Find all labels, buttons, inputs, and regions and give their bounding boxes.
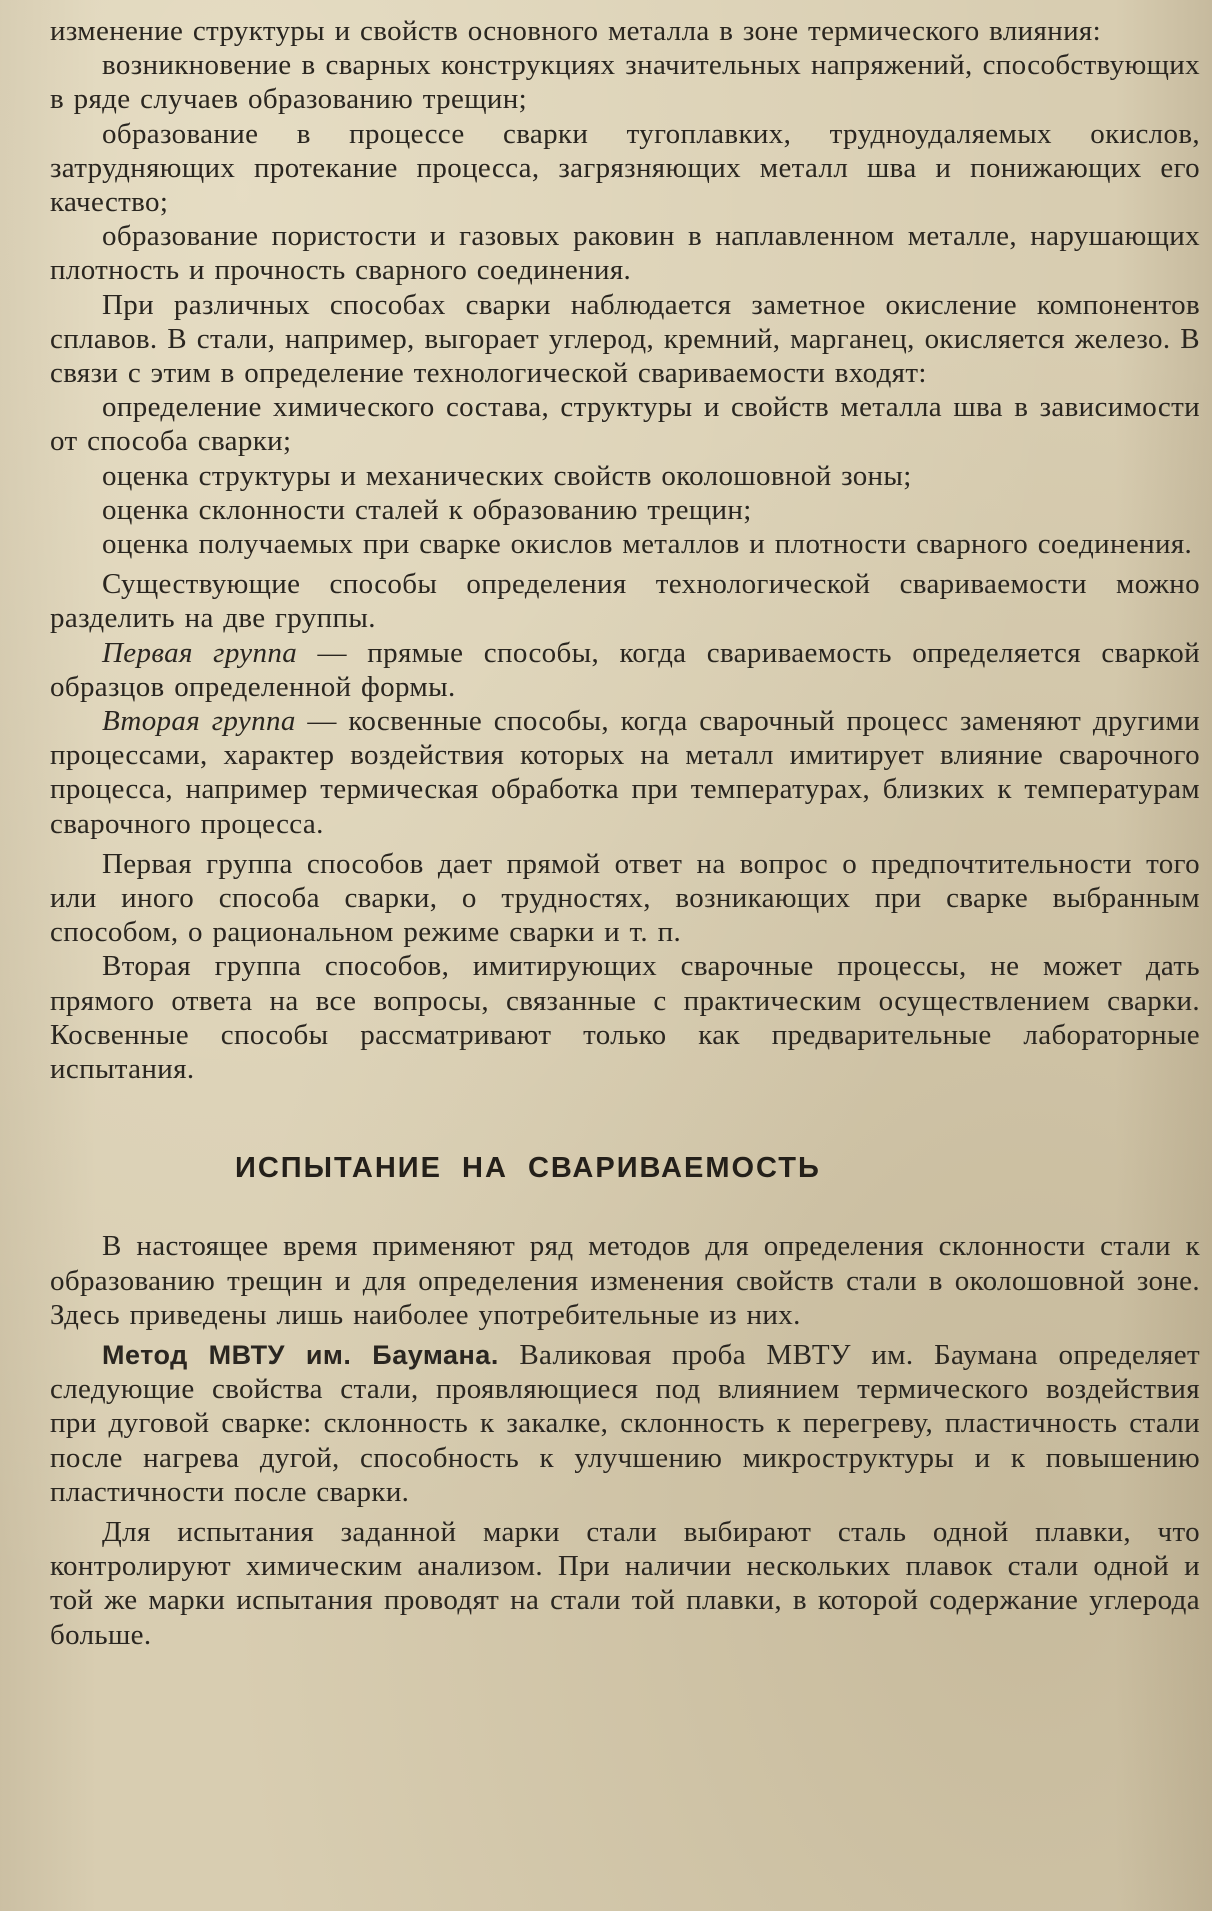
paragraph-second-group-answer: Вторая группа способов, имитирующих сварочные процессы, не может дать прямого ответа на все вопросы, связанные с практическим осуществлением сварки. Косвенные способы рассматривают только как предварительные лабораторные испытания. — [50, 950, 1200, 1086]
paragraph-heat-zone-assessment: оценка структуры и механических свойств околошовной зоны; — [102, 459, 912, 492]
second-group-text: — косвенные способы, когда сварочный процесс заменяют другими процессами, характер воздействия которых на металл имитирует влияние сварочного процесса, например термическая обработка при температурах, близких к температурам сварочного процесса. — [50, 705, 1200, 840]
paragraph-crack-assessment: оценка склонности сталей к образованию трещин; — [102, 493, 752, 526]
paragraph-oxides: образование в процессе сварки тугоплавких, трудноудаляемых окислов, затрудняющих протекание процесса, загрязняющих металл шва и понижающих его качество; — [50, 117, 1200, 219]
paragraph-section-intro: В настоящее время применяют ряд методов для определения склонности стали к образованию трещин и для определения изменения свойств стали в околошовной зоне. Здесь приведены лишь наиболее употребительные из них. — [50, 1230, 1200, 1331]
paragraph-oxide-assessment: оценка получаемых при сварке окислов металлов и плотности сварного соединения. — [102, 528, 1193, 561]
paragraph-first-group-answer: Первая группа способов дает прямой ответ на вопрос о предпочтительности того или иного способа сварки, о трудностях, возникающих при сварке выбранным способом, о рациональном режиме сварки и т. п. — [50, 847, 1200, 949]
mvtu-method-title: Метод МВТУ им. Баумана. — [102, 1339, 499, 1370]
paragraph-porosity: образование пористости и газовых раковин в наплавленном металле, нарушающих плотность и прочность сварного соединения. — [50, 220, 1200, 287]
paragraph-second-group — [50, 704, 1200, 841]
paragraph-oxidation: При различных способах сварки наблюдается заметное окисление компонентов сплавов. В стали, например, выгорает углерод, кремний, марганец, окисляется железо. В связи с этим в определение технологической свариваемости входят: — [50, 288, 1200, 390]
first-group-text: — прямые способы, когда свариваемость определяется сваркой образцов определенной формы. — [50, 636, 1200, 703]
mvtu-method-text: Валиковая проба МВТУ им. Баумана определяет следующие свойства стали, проявляющиеся под влиянием термического воздействия при дуговой сварке: склонность к закалке, склонность к перегреву, пластичность стали после нагрева дугой, способность к улучшению микроструктуры и к повышению пластичности после сварки. — [50, 1338, 1200, 1508]
paragraph-chemical-composition: определение химического состава, структуры и свойств металла шва в зависимости от способа сварки; — [50, 391, 1200, 458]
text-column — [50, 14, 1200, 1652]
paragraph-mvtu-method — [50, 1338, 1200, 1509]
paragraph-steel-selection: Для испытания заданной марки стали выбирают сталь одной плавки, что контролируют химическим анализом. При наличии нескольких плавок стали одной и той же марки испытания проводят на стали той плавки, в которой содержание углерода больше. — [50, 1515, 1200, 1651]
second-group-term: Вторая группа — [102, 705, 296, 738]
paragraph-first-group — [50, 636, 1200, 704]
paragraph-two-groups: Существующие способы определения технологической свариваемости можно разделить на две группы. — [50, 568, 1200, 635]
first-group-term: Первая группа — [102, 636, 298, 669]
paragraph-stresses: возникновение в сварных конструкциях значительных напряжений, способствующих в ряде случаев образованию трещин; — [50, 49, 1200, 116]
section-heading: ИСПЫТАНИЕ НА СВАРИВАЕМОСТЬ — [235, 1152, 821, 1185]
paragraph-thermal-zone: изменение структуры и свойств основного металла в зоне термического влияния: — [50, 15, 1102, 47]
